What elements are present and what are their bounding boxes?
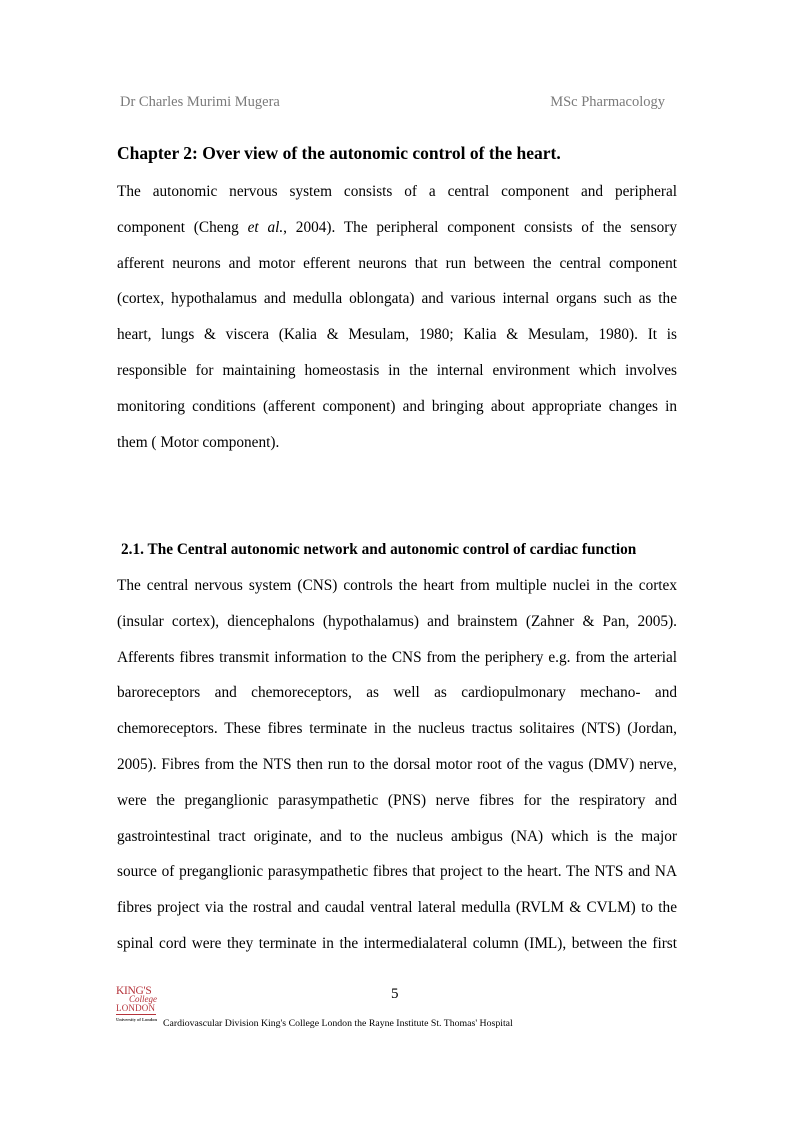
paragraph-line: gastrointestinal tract originate, and to the nucleus ambigus (NA) which is the major <box>117 827 677 845</box>
footer-affiliation: Cardiovascular Division King's College London the Rayne Institute St. Thomas' Hospital <box>163 1018 513 1029</box>
section-title: 2.1. The Central autonomic network and autonomic control of cardiac function <box>121 541 637 558</box>
paragraph-line: (insular cortex), diencephalons (hypothalamus) and brainstem (Zahner & Pan, 2005). <box>117 612 677 630</box>
logo-london-text: LONDON <box>116 1003 156 1013</box>
logo-college-text: College <box>129 994 157 1004</box>
logo-divider <box>116 1014 156 1015</box>
paragraph-line: source of preganglionic parasympathetic fibres that project to the heart. The NTS and NA <box>117 863 677 881</box>
logo-kings-text: KING'S <box>116 985 152 997</box>
text-run: , 2004). The peripheral component consists of the sensory <box>283 218 677 236</box>
paragraph-intro <box>117 174 677 460</box>
logo-university-text: University of London <box>116 1017 158 1022</box>
chapter-title: Chapter 2: Over view of the autonomic control of the heart. <box>117 143 561 163</box>
paragraph-line: responsible for maintaining homeostasis in the internal environment which involves <box>117 361 677 379</box>
paragraph-line: 2005). Fibres from the NTS then run to the dorsal motor root of the vagus (DMV) nerve, <box>117 755 677 773</box>
paragraph-line: spinal cord were they terminate in the intermedialateral column (IML), between the first <box>117 934 677 952</box>
running-header <box>120 94 665 112</box>
paragraph-line: Afferents fibres transmit information to the CNS from the periphery e.g. from the arterial <box>117 648 677 666</box>
kings-college-logo <box>116 986 158 1026</box>
page-number: 5 <box>391 986 399 1002</box>
header-program: MSc Pharmacology <box>550 94 665 110</box>
paragraph-line: baroreceptors and chemoreceptors, as well as cardiopulmonary mechano- and <box>117 684 677 702</box>
paragraph-line: chemoreceptors. These fibres terminate in the nucleus tractus solitaires (NTS) (Jordan, <box>117 720 677 738</box>
paragraph-line: monitoring conditions (afferent component) and bringing about appropriate changes in <box>117 397 677 415</box>
paragraph-line: afferent neurons and motor efferent neurons that run between the central component <box>117 254 677 272</box>
paragraph-line: fibres project via the rostral and caudal ventral lateral medulla (RVLM & CVLM) to the <box>117 899 677 917</box>
paragraph-line: (cortex, hypothalamus and medulla oblongata) and various internal organs such as the <box>117 290 677 308</box>
header-author: Dr Charles Murimi Mugera <box>120 94 280 110</box>
text-run: component (Cheng <box>117 218 248 236</box>
paragraph-line: The central nervous system (CNS) controls the heart from multiple nuclei in the cortex <box>117 577 677 594</box>
italic-text: et al. <box>247 218 284 236</box>
paragraph-line: heart, lungs & viscera (Kalia & Mesulam, 1980; Kalia & Mesulam, 1980). It is <box>117 326 677 344</box>
paragraph-line <box>117 210 677 246</box>
paragraph-line: The autonomic nervous system consists of a central component and peripheral <box>117 183 677 200</box>
paragraph-line: were the preganglionic parasympathetic (PNS) nerve fibres for the respiratory and <box>117 791 677 809</box>
paragraph-line: them ( Motor component). <box>117 433 280 451</box>
paragraph-cns <box>117 568 677 962</box>
